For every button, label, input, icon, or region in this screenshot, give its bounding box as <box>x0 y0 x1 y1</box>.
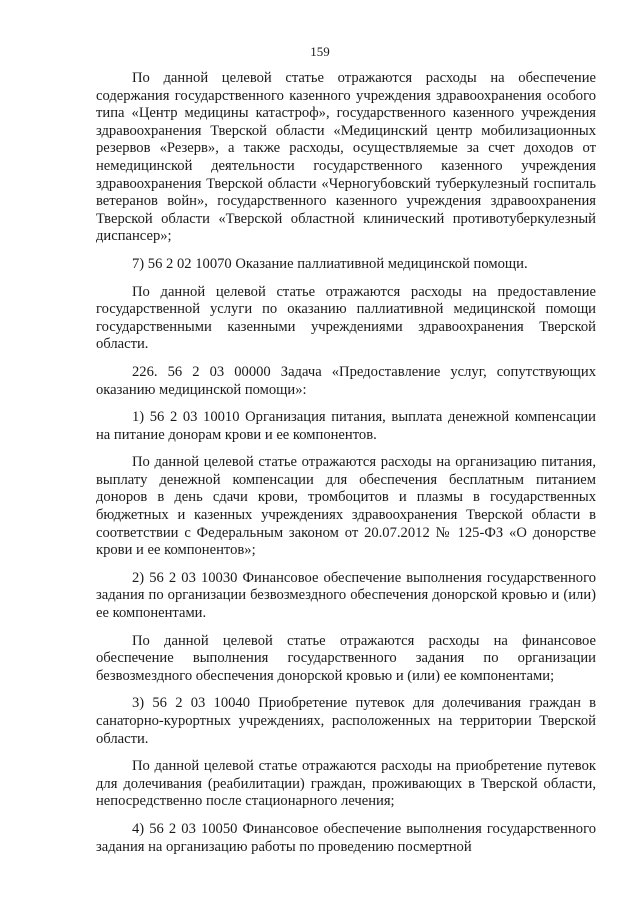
paragraph: По данной целевой статье отражаются расходы на обеспечение содержания государственного казенного учреждения здравоохранения особого типа «Центр медицины катастроф», государственного казенного учреждения здравоохранения Тверской области «Медицинский центр мобилизационных резервов «Резерв», а также расходы, осуществляемые за счет доходов от немедицинской деятельности государственного казенного учреждения здравоохранения Тверской области «Черногубовский туберкулезный госпиталь ветеранов войн», государственного казенного учреждения здравоохранения Тверской области «Тверской областной клинический противотуберкулезный диспансер»; <box>96 70 596 245</box>
paragraph: 2) 56 2 03 10030 Финансовое обеспечение выполнения государственного задания по организации безвозмездного обеспечения донорской кровью и (или) ее компонентами. <box>96 569 596 622</box>
paragraph: По данной целевой статье отражаются расходы на предоставление государственной услуги по оказанию паллиативной медицинской помощи государственными казенными учреждениями здравоохранения Тверской области. <box>96 283 596 353</box>
page-number: 159 <box>310 44 330 59</box>
paragraph: 1) 56 2 03 10010 Организация питания, выплата денежной компенсации на питание донорам крови и ее компонентов. <box>96 409 596 443</box>
paragraph: По данной целевой статье отражаются расходы на приобретение путевок для долечивания (реабилитации) граждан, проживающих в Тверской области, непосредственно после стационарного лечения; <box>96 758 596 810</box>
paragraph: 226. 56 2 03 00000 Задача «Предоставление услуг, сопутствующих оказанию медицинской помощи»: <box>96 363 596 398</box>
paragraph: 3) 56 2 03 10040 Приобретение путевок для долечивания граждан в санаторно-курортных учреждениях, расположенных на территории Тверской области. <box>96 695 596 747</box>
paragraph: По данной целевой статье отражаются расходы на финансовое обеспечение выполнения государственного задания по организации безвозмездного обеспечения донорской кровью и (или) ее компонентами; <box>96 632 596 684</box>
document-body <box>96 70 596 856</box>
paragraph: 7) 56 2 02 10070 Оказание паллиативной медицинской помощи. <box>132 255 528 272</box>
paragraph: 4) 56 2 03 10050 Финансовое обеспечение выполнения государственного задания на организацию работы по проведению посмертной <box>96 820 596 855</box>
paragraph: По данной целевой статье отражаются расходы на организацию питания, выплату денежной компенсации для обеспечения бесплатным питанием доноров в день сдачи крови, тромбоцитов и плазмы в государственных бюджетных и казенных учреждениях здравоохранения Тверской области в соответствии с Федеральным законом от 20.07.2012 № 125-ФЗ «О донорстве крови и ее компонентов»; <box>96 454 596 559</box>
